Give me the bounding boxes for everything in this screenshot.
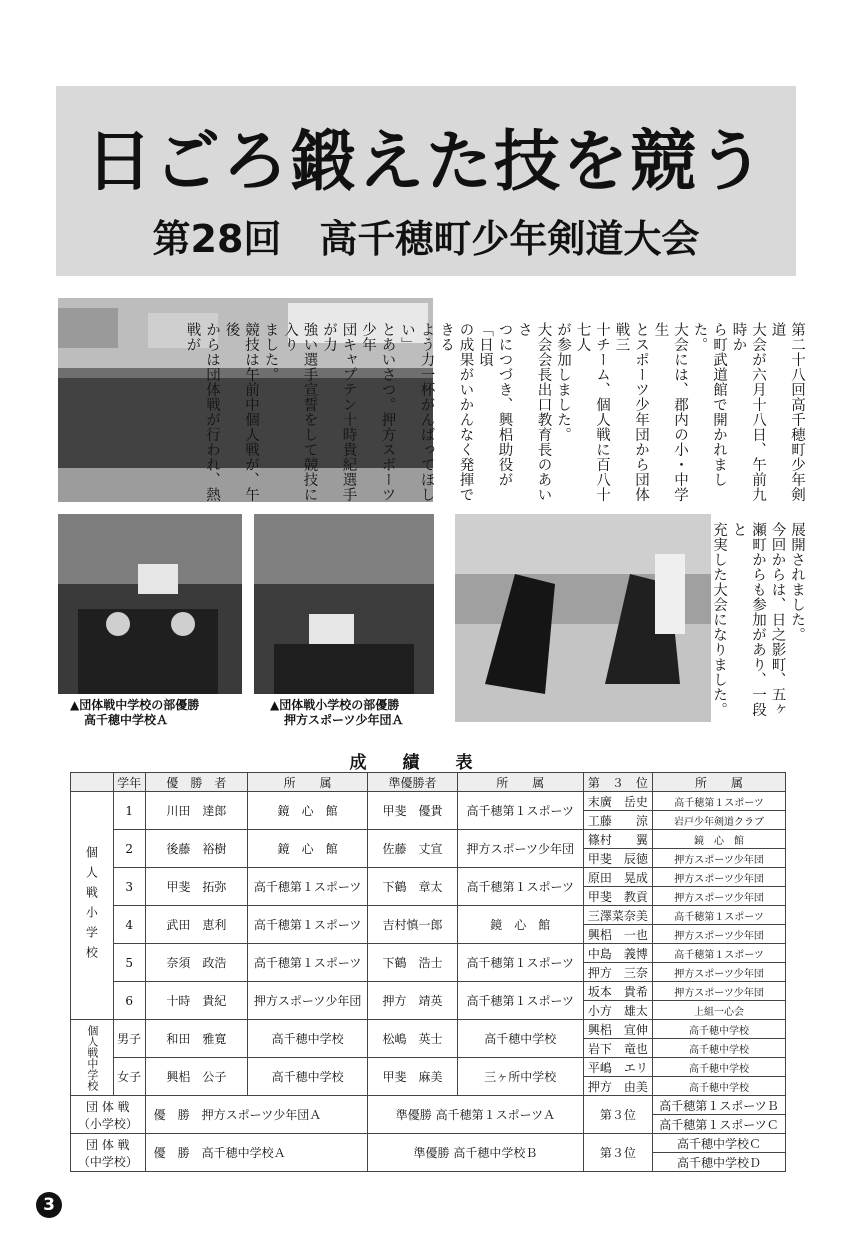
header-affiliation: 所 属 — [457, 773, 583, 792]
article-line: ました。 — [262, 322, 279, 382]
third-cell: 押方 三奈 — [583, 963, 652, 982]
photo-match — [455, 514, 711, 722]
third-affiliation-cell: 押方スポーツ少年団 — [653, 887, 786, 906]
grade-cell: 4 — [113, 906, 145, 944]
grade-cell: 2 — [113, 830, 145, 868]
third-affiliation-cell: 高千穂中学校 — [653, 1077, 786, 1096]
third-affiliation-cell: 鏡 心 館 — [653, 830, 786, 849]
header-grade: 学年 — [113, 773, 145, 792]
third-cell: 坂本 貴希 — [583, 982, 652, 1001]
table-row — [71, 1020, 786, 1039]
article-line: よう力一杯がんばってほしい」 — [399, 322, 435, 502]
third-affiliation-cell: 押方スポーツ少年団 — [653, 849, 786, 868]
photo-elementary-winners — [254, 514, 434, 694]
third-affiliation-cell: 押方スポーツ少年団 — [653, 982, 786, 1001]
team-elementary-winner: 優 勝 押方スポーツ少年団Ａ — [145, 1096, 367, 1134]
header-runner-up: 準優勝者 — [368, 773, 458, 792]
winner-affiliation-cell: 高千穂中学校 — [248, 1058, 368, 1096]
article-line: ら町武道館で開かれました。 — [691, 322, 727, 487]
article-line: が参加しました。 — [555, 322, 571, 442]
runner-cell: 下鶴 章太 — [368, 868, 458, 906]
winner-affiliation-cell: 鏡 心 館 — [248, 830, 368, 868]
winner-cell: 十時 貴紀 — [145, 982, 247, 1020]
third-affiliation-cell: 高千穂中学校 — [653, 1039, 786, 1058]
third-affiliation-cell: 高千穂第１スポーツ — [653, 906, 786, 925]
runner-cell: 甲斐 麻美 — [368, 1058, 458, 1096]
third-affiliation-cell: 高千穂中学校 — [653, 1020, 786, 1039]
article-line: 競技は午前中個人戦が、午後 — [223, 322, 259, 502]
third-affiliation-cell: 押方スポーツ少年団 — [653, 963, 786, 982]
page-number: 3 — [36, 1192, 62, 1218]
caption-elementary — [270, 698, 404, 728]
grade-cell: 1 — [113, 792, 145, 830]
team-junior-third-label: 第３位 — [583, 1134, 652, 1172]
third-cell: 小方 雄太 — [583, 1001, 652, 1020]
article-line: 瀬町からも参加があり、一段と — [730, 522, 766, 717]
grade-cell: 男子 — [113, 1020, 145, 1058]
winner-affiliation-cell: 高千穂第１スポーツ — [248, 868, 368, 906]
third-cell: 原田 晃成 — [583, 868, 652, 887]
article-line: 強い選手宣誓をして競技に入り — [282, 322, 318, 502]
table-row — [71, 1134, 786, 1153]
runner-cell: 佐藤 丈宣 — [368, 830, 458, 868]
runner-affiliation-cell: 三ヶ所中学校 — [457, 1058, 583, 1096]
team-elementary-third-2: 高千穂第１スポーツＣ — [653, 1115, 786, 1134]
winner-affiliation-cell: 押方スポーツ少年団 — [248, 982, 368, 1020]
runner-cell: 押方 靖英 — [368, 982, 458, 1020]
label-line: （小学校） — [77, 1116, 138, 1131]
page-title: 日ごろ鍛えた技を競う — [86, 122, 766, 200]
runner-affiliation-cell: 押方スポーツ少年団 — [457, 830, 583, 868]
article-line: 十チーム、個人戦に百八十七人 — [574, 322, 610, 502]
article-line: からは団体戦が行われ、熱戦が — [184, 322, 220, 502]
winner-cell: 川田 達郎 — [145, 792, 247, 830]
article-line: とあいさつ。押方スポーツ少年 — [360, 322, 396, 502]
third-cell: 甲斐 教貢 — [583, 887, 652, 906]
table-row — [71, 1058, 786, 1077]
third-cell: 平嶋 エリ — [583, 1058, 652, 1077]
article-line: 展開されました。 — [789, 522, 805, 642]
winner-cell: 後藤 裕樹 — [145, 830, 247, 868]
runner-cell: 松嶋 英士 — [368, 1020, 458, 1058]
table-row — [71, 906, 786, 925]
table-row — [71, 944, 786, 963]
caption-junior-high — [70, 698, 199, 728]
third-cell: 中島 義博 — [583, 944, 652, 963]
third-cell: 興梠 宣伸 — [583, 1020, 652, 1039]
header-blank — [71, 773, 114, 792]
winner-affiliation-cell: 鏡 心 館 — [248, 792, 368, 830]
article-line: の成果がいかんなく発揮できる — [438, 322, 474, 502]
article-line: 充実した大会になりました。 — [711, 522, 727, 717]
page-subtitle: 第28回 高千穂町少年剣道大会 — [152, 217, 700, 261]
runner-affiliation-cell: 鏡 心 館 — [457, 906, 583, 944]
winner-affiliation-cell: 高千穂中学校 — [248, 1020, 368, 1058]
third-cell: 工藤 涼 — [583, 811, 652, 830]
team-elementary-label — [71, 1096, 146, 1134]
results-title: 成績表 — [349, 753, 509, 773]
table-row — [71, 982, 786, 1001]
table-row — [71, 1096, 786, 1115]
third-affiliation-cell: 上組一心会 — [653, 1001, 786, 1020]
third-affiliation-cell: 高千穂中学校 — [653, 1058, 786, 1077]
team-junior-third-1: 高千穂中学校Ｃ — [653, 1134, 786, 1153]
runner-cell: 甲斐 優貴 — [368, 792, 458, 830]
results-table — [70, 772, 786, 1172]
runner-affiliation-cell: 高千穂中学校 — [457, 1020, 583, 1058]
grade-cell: 女子 — [113, 1058, 145, 1096]
table-row — [71, 830, 786, 849]
header-affiliation: 所 属 — [248, 773, 368, 792]
article-line: 今回からは、日之影町、五ヶ — [769, 522, 786, 717]
team-elementary-runner: 準優勝 高千穂第１スポーツＡ — [368, 1096, 584, 1134]
winner-cell: 和田 雅寛 — [145, 1020, 247, 1058]
caption-line: 高千穂中学校Ａ — [84, 713, 169, 727]
article-line: つにつづき、興梠助役が「日頃 — [477, 322, 513, 487]
third-cell: 三澤菜奈美 — [583, 906, 652, 925]
article-line: 大会会長出口教育長のあいさ — [516, 322, 552, 502]
category-label: 個人戦小学校 — [71, 792, 114, 1020]
header-winner: 優 勝 者 — [145, 773, 247, 792]
third-cell: 押方 由美 — [583, 1077, 652, 1096]
third-cell: 興梠 一也 — [583, 925, 652, 944]
header-affiliation: 所 属 — [653, 773, 786, 792]
winner-cell: 武田 恵利 — [145, 906, 247, 944]
table-header-row — [71, 773, 786, 792]
winner-cell: 奈須 政浩 — [145, 944, 247, 982]
label-line: 団 体 戦 — [86, 1099, 130, 1114]
article-text — [184, 322, 806, 502]
article-line: 大会が六月十八日、午前九時か — [730, 322, 766, 502]
article-line: 第二十八回高千穂町少年剣道 — [769, 322, 805, 502]
table-row — [71, 868, 786, 887]
winner-affiliation-cell: 高千穂第１スポーツ — [248, 944, 368, 982]
third-affiliation-cell: 押方スポーツ少年団 — [653, 925, 786, 944]
team-elementary-third-1: 高千穂第１スポーツＢ — [653, 1096, 786, 1115]
team-junior-winner: 優 勝 高千穂中学校Ａ — [145, 1134, 367, 1172]
label-line: （中学校） — [77, 1154, 138, 1169]
runner-affiliation-cell: 高千穂第１スポーツ — [457, 792, 583, 830]
label-line: 団 体 戦 — [86, 1137, 130, 1152]
caption-line: 押方スポーツ少年団Ａ — [284, 713, 404, 727]
article-line: 団キャプテン十時貴紀選手が力 — [321, 322, 357, 502]
winner-affiliation-cell: 高千穂第１スポーツ — [248, 906, 368, 944]
team-junior-label — [71, 1134, 146, 1172]
grade-cell: 6 — [113, 982, 145, 1020]
winner-cell: 甲斐 拓弥 — [145, 868, 247, 906]
header-third: 第 ３ 位 — [583, 773, 652, 792]
third-cell: 末廣 岳史 — [583, 792, 652, 811]
photo-junior-high-winners — [58, 514, 242, 694]
table-row — [71, 792, 786, 811]
runner-affiliation-cell: 高千穂第１スポーツ — [457, 868, 583, 906]
third-cell: 篠村 翼 — [583, 830, 652, 849]
grade-cell: 5 — [113, 944, 145, 982]
grade-cell: 3 — [113, 868, 145, 906]
runner-affiliation-cell: 高千穂第１スポーツ — [457, 982, 583, 1020]
article-text-continued — [711, 522, 806, 722]
runner-cell: 吉村慎一郎 — [368, 906, 458, 944]
runner-affiliation-cell: 高千穂第１スポーツ — [457, 944, 583, 982]
article-line: 大会には、郡内の小・中学生 — [652, 322, 688, 502]
caption-line: ▲団体戦小学校の部優勝 — [270, 698, 400, 712]
article-line: とスポーツ少年団から団体戦三 — [613, 322, 649, 502]
third-cell: 甲斐 辰徳 — [583, 849, 652, 868]
team-junior-runner: 準優勝 高千穂中学校Ｂ — [368, 1134, 584, 1172]
third-affiliation-cell: 高千穂第１スポーツ — [653, 792, 786, 811]
third-affiliation-cell: 岩戸少年剣道クラブ — [653, 811, 786, 830]
runner-cell: 下鶴 浩士 — [368, 944, 458, 982]
caption-line: ▲団体戦中学校の部優勝 — [70, 698, 200, 712]
winner-cell: 興梠 公子 — [145, 1058, 247, 1096]
team-elementary-third-label: 第３位 — [583, 1096, 652, 1134]
third-affiliation-cell: 押方スポーツ少年団 — [653, 868, 786, 887]
title-banner — [56, 86, 796, 276]
third-cell: 岩下 竜也 — [583, 1039, 652, 1058]
category-label: 個人戦中学校 — [71, 1020, 114, 1096]
third-affiliation-cell: 高千穂第１スポーツ — [653, 944, 786, 963]
team-junior-third-2: 高千穂中学校Ｄ — [653, 1153, 786, 1172]
